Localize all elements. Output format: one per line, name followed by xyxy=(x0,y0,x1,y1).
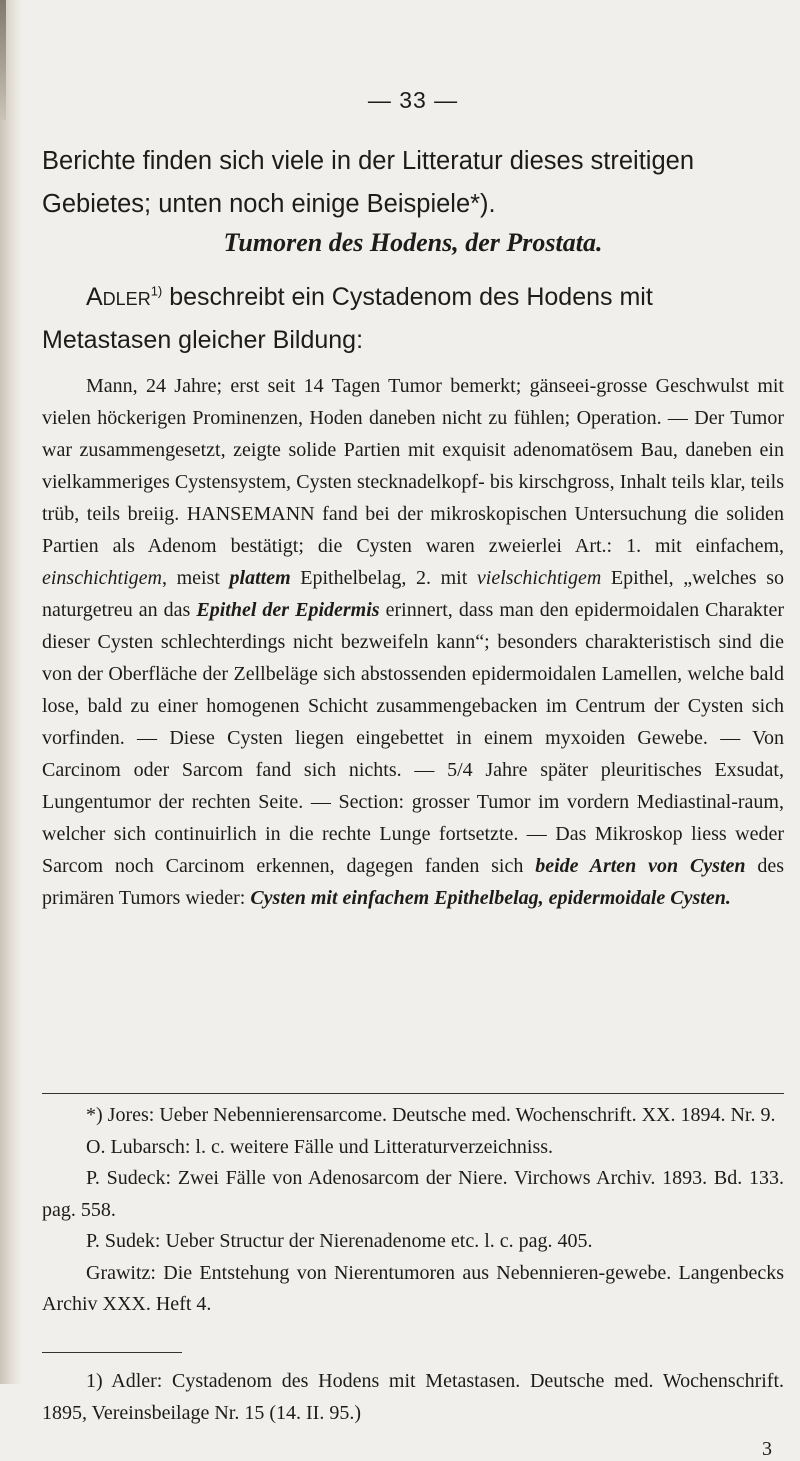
footnote-item: P. Sudek: Ueber Structur der Nierenadenome etc. l. c. pag. 405. xyxy=(86,1230,593,1252)
section-heading: Tumoren des Hodens, der Prostata. xyxy=(223,228,603,257)
lead-text: beschreibt ein Cystadenom des Hodens mit Metastasen gleicher Bildung: xyxy=(42,283,653,354)
body-text-6: des primären Tumors wieder: xyxy=(42,855,784,909)
body-emphasis-3: vielschichtigem xyxy=(476,567,602,589)
body-emphasis-2: plattem xyxy=(229,567,291,589)
body-text-5: erinnert, dass man den epidermoidalen Charakter dieser Cysten schlechterdings nicht bezweifeln kann“; besonders charakteristisch sind die von der Oberfläche der Zellbeläge sich abstossenden epidermoidalen Lamellen, welche bald lose, bald zu einer homogenen Schicht zusammengebacken im Centrum der Cysten sich vorfinden. — Diese Cysten liegen eingebettet in einem myxoiden Gewebe. — Von Carcinom oder Sarcom fand sich nichts. — 5/4 Jahre später pleuritisches Exsudat, Lungentumor der rechten Seite. — Section: grosser Tumor im vordern Mediastinal-raum, welcher sich continuirlich in die rechte Lunge fortsetzte. — Das Mikroskop liess weder Sarcom noch Carcinom erkennen, dagegen fanden sich xyxy=(42,599,785,877)
body-text-2: , meist xyxy=(161,567,230,589)
footnotes xyxy=(42,1100,784,1321)
author-name: Adler xyxy=(86,283,151,311)
lead-paragraph xyxy=(42,276,784,362)
body-emphasis-4: Epithel der Epidermis xyxy=(196,599,380,621)
footnote-ref: 1) xyxy=(150,283,163,299)
body-text-1: Mann, 24 Jahre; erst seit 14 Tagen Tumor bemerkt; gänseei-grosse Geschwulst mit vielen höckerigen Prominenzen, Hoden daneben nicht zu fühlen; Operation. — Der Tumor war zusammengesetzt, zeigte solide Partien mit exquisit adenomatösem Bau, daneben ein vielkammeriges Cystensystem, Cysten stecknadelkopf- bis kirschgross, Inhalt teils klar, teils trüb, teils breiig. HANSEMANN fand bei der mikroskopischen Untersuchung die soliden Partien als Adenom bestätigt; die Cysten waren zweierlei Art.: 1. mit einfachem, xyxy=(42,375,784,557)
page-number: — 33 — xyxy=(367,87,459,113)
short-divider xyxy=(42,1352,182,1353)
adler-footnote-text: 1) Adler: Cystadenom des Hodens mit Metastasen. Deutsche med. Wochenschrift. 1895, Vereinsbeilage Nr. 15 (14. II. 95.) xyxy=(42,1370,784,1424)
footnote-item: O. Lubarsch: l. c. weitere Fälle und Litteraturverzeichniss. xyxy=(86,1135,554,1158)
body-emphasis-1: einschichtigem xyxy=(42,567,162,589)
body-text-3: Epithelbelag, 2. mit xyxy=(290,567,477,589)
footnote-divider xyxy=(42,1093,784,1094)
body-emphasis-5: beide Arten von Cysten xyxy=(535,855,746,877)
body-text-4: Epithel, „welches so naturgetreu an das xyxy=(42,567,784,621)
page-edge-shadow xyxy=(0,0,22,1384)
footnote-item: *) Jores: Ueber Nebennierensarcome. Deutsche med. Wochenschrift. XX. 1894. Nr. 9. xyxy=(86,1104,776,1126)
footnote-item: Grawitz: Die Entstehung von Nierentumoren aus Nebennieren-gewebe. Langenbecks Archiv XXX. Heft 4. xyxy=(42,1261,784,1315)
body-emphasis-6: Cysten mit einfachem Epithelbelag, epidermoidale Cysten. xyxy=(250,887,731,909)
case-report-paragraph xyxy=(42,370,784,914)
adler-footnote xyxy=(42,1366,784,1429)
signature-mark: 3 xyxy=(762,1438,772,1460)
intro-paragraph: Berichte finden sich viele in der Litteratur dieses streitigen Gebietes; unten noch einige Beispiele*). xyxy=(42,147,695,218)
footnote-item: P. Sudeck: Zwei Fälle von Adenosarcom der Niere. Virchows Archiv. 1893. Bd. 133. pag. 558. xyxy=(42,1167,784,1221)
